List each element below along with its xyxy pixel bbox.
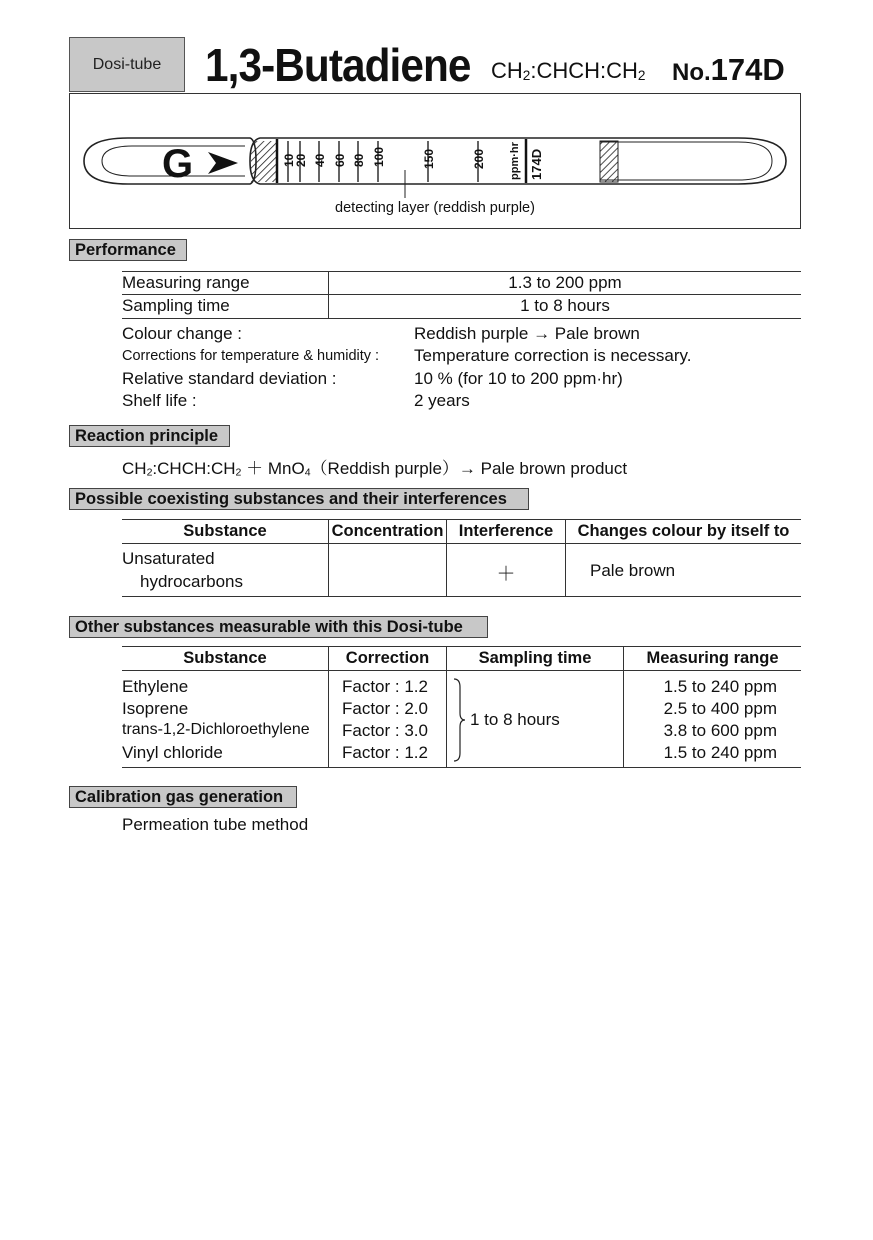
page-title: 1,3-Butadiene (205, 39, 471, 91)
interference-sign: ＋ (496, 564, 516, 585)
col-sampling-time: Sampling time (478, 649, 592, 667)
scale-label-200: 200 (472, 148, 486, 169)
other-substance-name: trans-1,2-Dichloroethylene (122, 721, 310, 738)
other-substance-correction: Factor : 3.0 (342, 721, 428, 740)
chemical-formula: $CH_2:CHCH:CH_2$ (491, 58, 646, 84)
scale-unit: ppm·hr (509, 142, 521, 180)
shelf-life-value: 2 years (414, 391, 470, 410)
section-heading-reaction: Reaction principle (69, 425, 230, 447)
brace-icon (452, 677, 466, 763)
other-substance-correction: Factor : 1.2 (342, 743, 428, 762)
sampling-time-value: 1 to 8 hours (520, 296, 610, 315)
other-sampling-time: 1 to 8 hours (470, 710, 560, 729)
col-interference: Interference (458, 522, 554, 540)
measuring-range-value: 1.3 to 200 ppm (508, 273, 622, 292)
sampling-time-label: Sampling time (122, 296, 230, 315)
section-heading-interferences: Possible coexisting substances and their interferences (69, 488, 529, 510)
interference-substance-line2: hydrocarbons (140, 572, 244, 591)
logo-letter: G (162, 142, 194, 186)
section-heading-other-substances: Other substances measurable with this Dosi-tube (69, 616, 488, 638)
scale-label-100: 100 (372, 146, 386, 167)
scale-label-20: 20 (294, 153, 308, 167)
calibration-method: Permeation tube method (122, 815, 309, 834)
interference-substance-line1: Unsaturated (122, 549, 215, 568)
col-correction: Correction (345, 649, 430, 667)
other-substance-name: Isoprene (122, 699, 189, 718)
scale-label-150: 150 (422, 148, 436, 169)
col-changes-colour: Changes colour by itself to (577, 522, 790, 540)
col-concentration: Concentration (331, 522, 444, 540)
tube-code: 174D (529, 148, 544, 180)
section-heading-calibration: Calibration gas generation (69, 786, 297, 808)
rsd-value: 10 % (for 10 to 200 ppm·hr) (414, 369, 623, 388)
other-substance-range: 1.5 to 240 ppm (663, 743, 777, 762)
scale-label-60: 60 (333, 153, 347, 167)
other-substance-name: Ethylene (122, 677, 189, 696)
corrections-value: Temperature correction is necessary. (414, 346, 692, 365)
other-substance-range: 3.8 to 600 ppm (663, 721, 777, 740)
col-measuring-range: Measuring range (646, 649, 779, 667)
shelf-life-label: Shelf life : (122, 391, 197, 410)
reaction-equation: $CH_2:CHCH:CH_2$ ＋ MnO$_4$（Reddish purple）→ Pale brown product (122, 459, 628, 479)
colour-change-value: Reddish purple → Pale brown (414, 324, 640, 343)
other-substance-correction: Factor : 2.0 (342, 699, 428, 718)
colour-change-label: Colour change : (122, 324, 243, 343)
scale-label-10: 10 (282, 153, 296, 167)
tube-caption: detecting layer (reddish purple) (335, 200, 535, 216)
other-substance-range: 1.5 to 240 ppm (663, 677, 777, 696)
product-number: No.174D (672, 52, 785, 87)
measuring-range-label: Measuring range (122, 273, 250, 292)
col-other-substance: Substance (183, 649, 267, 667)
arrow-icon (208, 152, 238, 174)
corrections-label: Corrections for temperature & humidity : (122, 348, 380, 364)
section-heading-performance: Performance (69, 239, 187, 261)
other-substance-range: 2.5 to 400 ppm (663, 699, 777, 718)
interference-colour: Pale brown (590, 561, 676, 580)
scale-label-80: 80 (352, 153, 366, 167)
col-substance: Substance (183, 522, 267, 540)
rsd-label: Relative standard deviation : (122, 369, 337, 388)
tube-diagram (69, 93, 801, 229)
other-substance-correction: Factor : 1.2 (342, 677, 428, 696)
scale-label-40: 40 (313, 153, 327, 167)
product-type-tag: Dosi-tube (69, 37, 185, 92)
other-substance-name: Vinyl chloride (122, 743, 223, 762)
